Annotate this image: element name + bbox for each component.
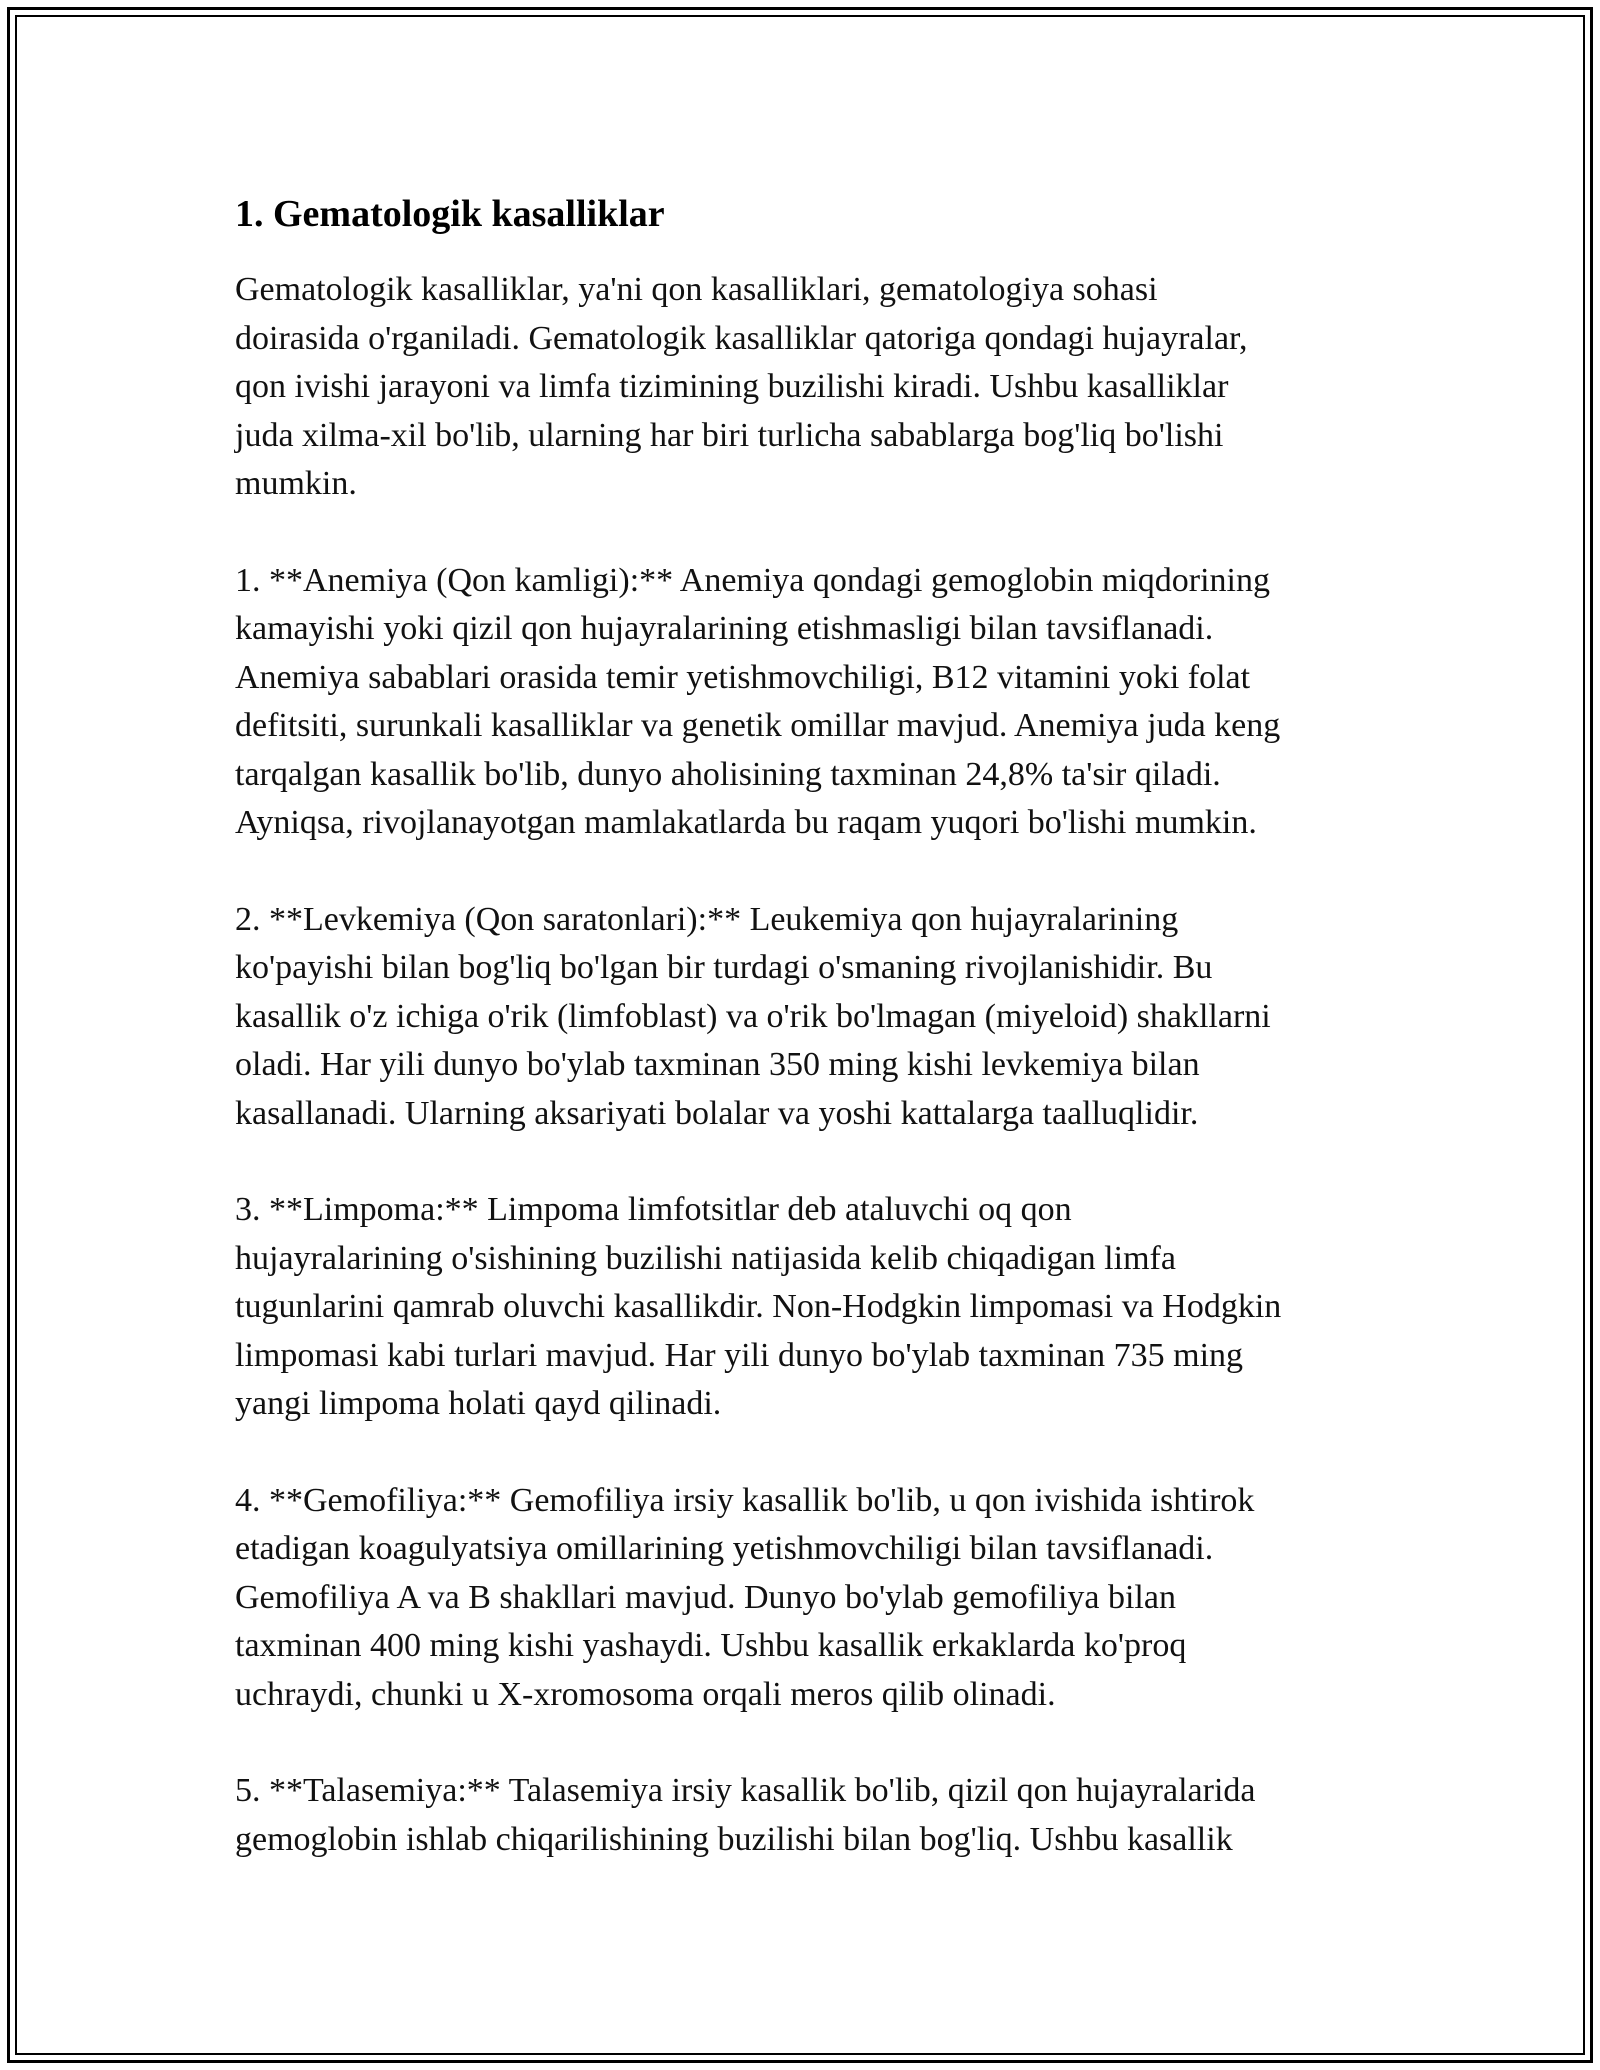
document-body [235,188,1375,1912]
thalassemia-paragraph: 5. **Talasemiya:** Talasemiya irsiy kasallik bo'lib, qizil qon hujayralarida gemoglobin ishlab chiqarilishining buzilishi bilan bog'liq. Ushbu kasallik [235,1772,1256,1858]
hemophilia-paragraph: 4. **Gemofiliya:** Gemofiliya irsiy kasallik bo'lib, u qon ivishida ishtirok etadigan koagulyatsiya omillarining yetishmovchiligi bilan tavsiflanadi. Gemofiliya A va B shakllari mavjud. Dunyo bo'ylab gemofiliya bilan taxminan 400 ming kishi yashaydi. Ushbu kasallik erkaklarda ko'proq uchraydi, chunki u X-xromosoma orqali meros qilib olinadi. [235,1481,1255,1713]
anemia-paragraph: 1. **Anemiya (Qon kamligi):** Anemiya qondagi gemoglobin miqdorining kamayishi yoki qizil qon hujayralarining etishmasligi bilan tavsiflanadi. Anemiya sabablari orasida temir yetishmovchiligi, B12 vitamini yoki folat defitsiti, surunkali kasalliklar va genetik omillar mavjud. Anemiya juda keng tarqalgan kasallik bo'lib, dunyo aholisining taxminan 24,8% ta'sir qiladi. Ayniqsa, rivojlanayotgan mamlakatlarda bu raqam yuqori bo'lishi mumkin. [235,561,1281,841]
lymphoma-paragraph: 3. **Limpoma:** Limpoma limfotsitlar deb ataluvchi oq qon hujayralarining o'sishining buzilishi natijasida kelib chiqadigan limfa tugunlarini qamrab oluvchi kasallikdir. Non-Hodgkin limpomasi va Hodgkin limpomasi kabi turlari mavjud. Har yili dunyo bo'ylab taxminan 735 ming yangi limpoma holati qayd qilinadi. [235,1191,1282,1422]
leukemia-paragraph: 2. **Levkemiya (Qon saratonlari):** Leukemiya qon hujayralarining ko'payishi bilan bog'liq bo'lgan bir turdagi o'smaning rivojlanishidir. Bu kasallik o'z ichiga o'rik (limfoblast) va o'rik bo'lmagan (miyeloid) shakllarni oladi. Har yili dunyo bo'ylab taxminan 350 ming kishi levkemiya bilan kasallanadi. Ularning aksariyati bolalar va yoshi kattalarga taalluqlidir. [235,900,1271,1132]
intro-paragraph: Gematologik kasalliklar, ya'ni qon kasalliklari, gematologiya sohasi doirasida o'rganiladi. Gematologik kasalliklar qatoriga qondagi hujayralar, qon ivishi jarayoni va limfa tizimining buzilishi kiradi. Ushbu kasalliklar juda xilma-xil bo'lib, ularning har biri turlicha sabablarga bog'liq bo'lishi mumkin. [235,271,1248,502]
section-heading: 1. Gematologik kasalliklar [235,193,665,235]
